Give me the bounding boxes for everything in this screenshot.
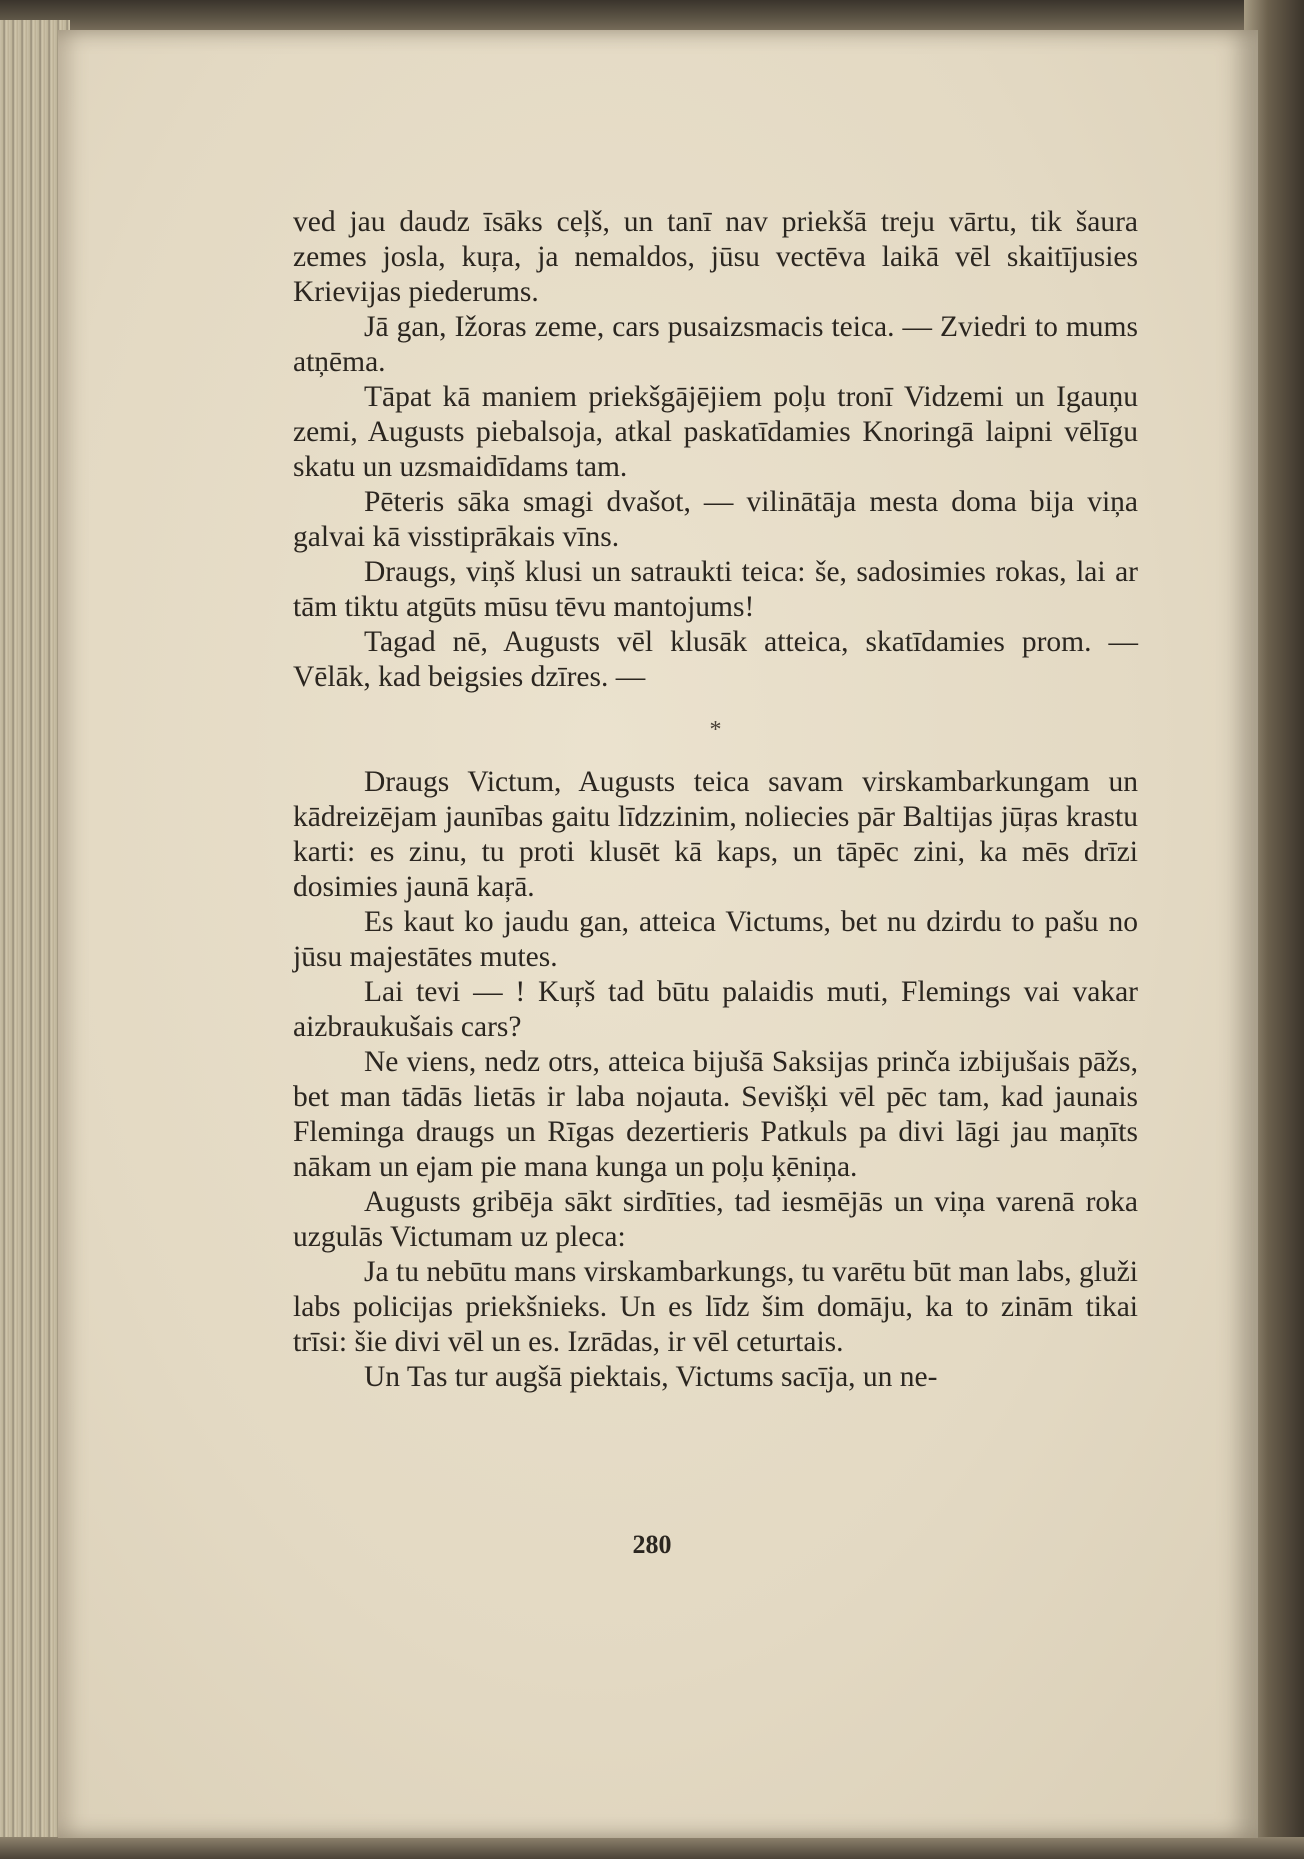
paragraph: Tagad nē, Augusts vēl klusāk atteica, skatīdamies prom. — Vēlāk, kad beigsies dzīres. —: [293, 626, 1138, 693]
paragraph: Lai tevi — ! Kuŗš tad būtu palaidis muti, Flemings vai vakar aizbraukušais cars?: [293, 976, 1138, 1043]
paragraph: Augusts gribēja sākt sirdīties, tad iesmējās un viņa varenā roka uzgulās Victumam uz pleca:: [293, 1186, 1138, 1253]
paragraph: Tāpat kā maniem priekšgājējiem poļu tronī Vidzemi un Igauņu zemi, Augusts piebalsoja, atkal paskatīdamies Knoringā laipni vēlīgu skatu un uzsmaidīdams tam.: [293, 381, 1138, 483]
paragraph: Ne viens, nedz otrs, atteica bijušā Saksijas prinča izbijušais pāžs, bet man tādās lietās ir laba nojauta. Sevišķi vēl pēc tam, kad jaunais Fleminga draugs un Rīgas dezertieris Patkuls pa divi lāgi jau maņīts nākam un ejam pie mana kunga un poļu ķēniņa.: [293, 1046, 1138, 1183]
section-separator: *: [709, 717, 722, 743]
page-number: 280: [632, 1530, 672, 1559]
book-bottom-edge: [0, 1837, 1304, 1859]
paragraph: Draugs, viņš klusi un satraukti teica: še, sadosimies rokas, lai ar tām tiktu atgūts mūsu tēvu mantojums!: [293, 556, 1138, 623]
paragraph: Draugs Victum, Augusts teica savam virskambarkungam un kādreizējam jaunības gaitu līdzzinim, noliecies pār Baltijas jūŗas krastu karti: es zinu, tu proti klusēt kā kaps, un tāpēc zini, ka mēs drīzi dosimies jaunā kaŗā.: [293, 766, 1138, 903]
paragraph: Pēteris sāka smagi dvašot, — vilinātāja mesta doma bija viņa galvai kā visstiprākais vīns.: [293, 486, 1138, 553]
paragraph: Es kaut ko jaudu gan, atteica Victums, bet nu dzirdu to pašu no jūsu majestātes mutes.: [293, 906, 1138, 973]
paragraph: ved jau daudz īsāks ceļš, un tanī nav priekšā treju vārtu, tik šaura zemes josla, kuŗa, ja nemaldos, jūsu vectēva laikā vēl skaitījusies Krievijas piederums.: [293, 206, 1138, 308]
paragraph: Jā gan, Ižoras zeme, cars pusaizsmacis teica. — Zviedri to mums atņēma.: [293, 311, 1138, 378]
paragraph: Un Tas tur augšā piektais, Victums sacīja, un ne-: [364, 1361, 938, 1393]
paragraph: Ja tu nebūtu mans virskambarkungs, tu varētu būt man labs, gluži labs policijas priekšnieks. Un es līdz šim domāju, ka to zinām tikai trīsi: šie divi vēl un es. Izrādas, ir vēl ceturtais.: [293, 1256, 1138, 1358]
body-text: [293, 205, 1138, 1395]
